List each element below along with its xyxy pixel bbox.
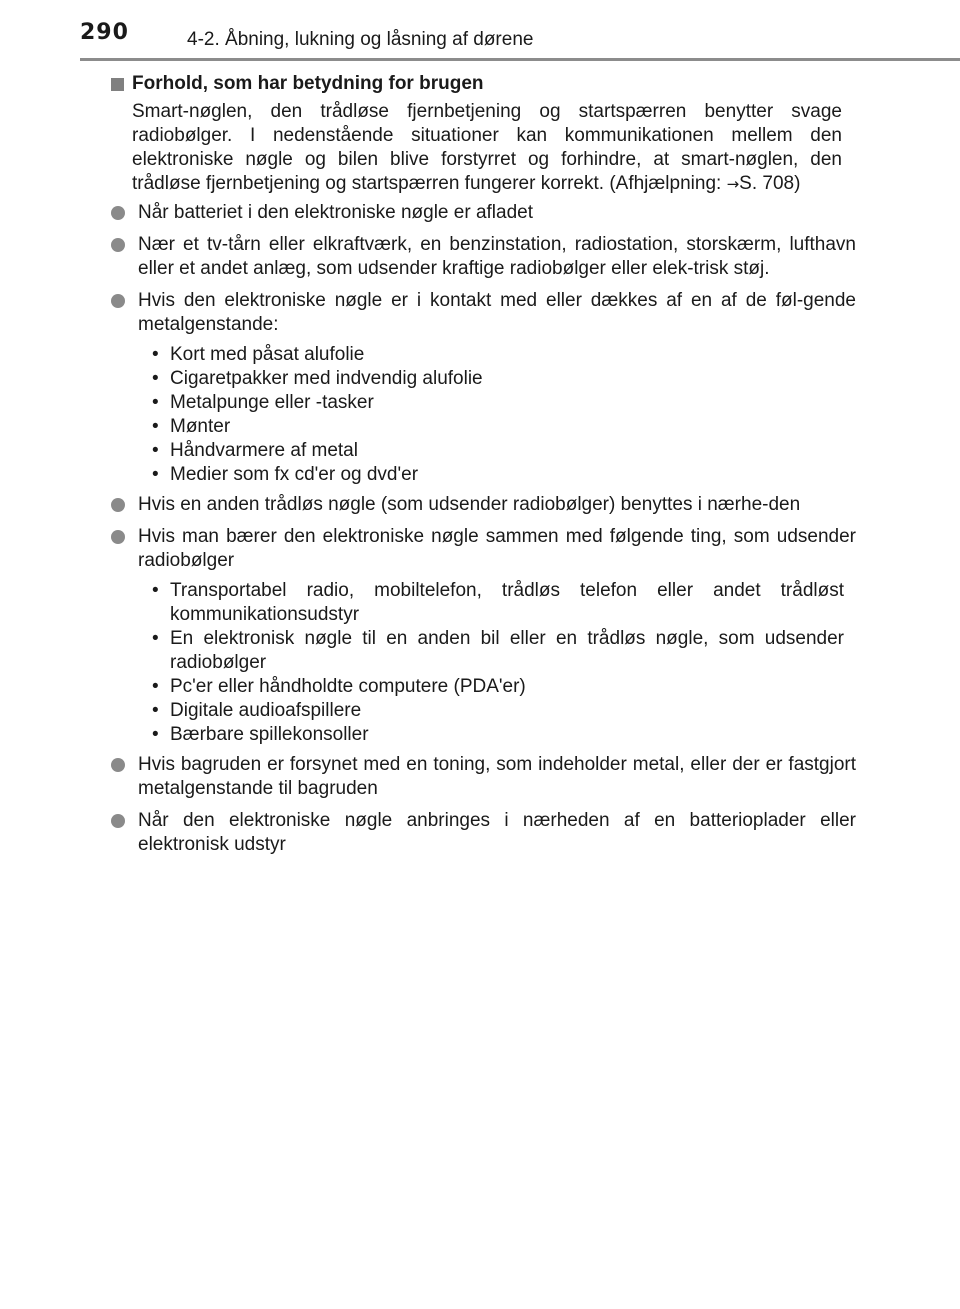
page-content [111, 72, 856, 865]
subheading [111, 72, 856, 96]
sub-list-item [152, 675, 844, 699]
circle-bullet-icon [111, 814, 125, 828]
small-bullet-icon: • [152, 628, 159, 649]
intro-paragraph [132, 100, 842, 196]
sub-list-item [152, 579, 844, 627]
bullet-list [111, 201, 856, 857]
bullet-text: Når den elektroniske nøgle anbringes i nærheden af en batterioplader eller elektronisk udstyr [138, 810, 856, 855]
sub-list-text: Cigaretpakker med indvendig alufolie [170, 368, 483, 389]
bullet-text: Når batteriet i den elektroniske nøgle er afladet [138, 202, 533, 223]
sub-list-item [152, 439, 844, 463]
bullet-item [111, 493, 856, 517]
sub-list-item [152, 343, 844, 367]
sub-list [111, 579, 856, 747]
bullet-item [111, 289, 856, 337]
small-bullet-icon: • [152, 440, 159, 461]
bullet-text: Nær et tv-tårn eller elkraftværk, en benzinstation, radiostation, storskærm, lufthavn eller et andet anlæg, som udsender kraftige radiobølger eller elek-trisk støj. [138, 234, 856, 279]
sub-list-text: Metalpunge eller -tasker [170, 392, 374, 413]
circle-bullet-icon [111, 498, 125, 512]
bullet-item [111, 201, 856, 225]
bullet-text: Hvis den elektroniske nøgle er i kontakt med eller dækkes af en af de føl-gende metalgenstande: [138, 290, 856, 335]
section-title: 4-2. Åbning, lukning og låsning af dørene [187, 29, 534, 50]
small-bullet-icon: • [152, 464, 159, 485]
sub-list-text: Håndvarmere af metal [170, 440, 358, 461]
sub-list-text: Bærbare spillekonsoller [170, 724, 369, 745]
bullet-text: Hvis man bærer den elektroniske nøgle sammen med følgende ting, som udsender radiobølger [138, 526, 856, 571]
header-rule [80, 58, 960, 61]
bullet-item [111, 525, 856, 573]
sub-list-text: Digitale audioafspillere [170, 700, 362, 721]
circle-bullet-icon [111, 758, 125, 772]
sub-list-item [152, 415, 844, 439]
page-header [0, 0, 960, 62]
subheading-text: Forhold, som har betydning for brugen [132, 73, 484, 94]
sub-list-item [152, 627, 844, 675]
sub-list-text: Pc'er eller håndholdte computere (PDA'er) [170, 676, 526, 697]
small-bullet-icon: • [152, 676, 159, 697]
sub-list-text: Kort med påsat alufolie [170, 344, 365, 365]
bullet-item [111, 809, 856, 857]
sub-list-item [152, 699, 844, 723]
circle-bullet-icon [111, 206, 125, 220]
intro-text: Smart-nøglen, den trådløse fjernbetjening og startspærren benytter svage radiobølger. I nedenstående situationer kan kommunikationen mellem den elektroniske nøgle og bilen blive forstyrret og forhindre, at smart-nøglen, den trådløse fjernbetjening og startspærren fungerer korrekt. (Afhjælpning: [132, 101, 842, 194]
small-bullet-icon: • [152, 368, 159, 389]
small-bullet-icon: • [152, 416, 159, 437]
sub-list-text: Medier som fx cd'er og dvd'er [170, 464, 419, 485]
small-bullet-icon: • [152, 700, 159, 721]
small-bullet-icon: • [152, 344, 159, 365]
sub-list-text: Mønter [170, 416, 231, 437]
circle-bullet-icon [111, 294, 125, 308]
circle-bullet-icon [111, 530, 125, 544]
sub-list-item [152, 463, 844, 487]
page-number: 290 [80, 20, 129, 45]
bullet-item [111, 233, 856, 281]
page-reference: S. 708) [739, 173, 801, 194]
sub-list-text: Transportabel radio, mobiltelefon, trådløs telefon eller andet trådløst kommunikationsudstyr [170, 580, 844, 625]
small-bullet-icon: • [152, 580, 159, 601]
small-bullet-icon: • [152, 724, 159, 745]
square-bullet-icon [111, 78, 124, 91]
arrow-right-icon: → [726, 175, 740, 193]
bullet-item [111, 753, 856, 801]
small-bullet-icon: • [152, 392, 159, 413]
sub-list-item [152, 723, 844, 747]
bullet-text: Hvis bagruden er forsynet med en toning, som indeholder metal, eller der er fastgjort metalgenstande til bagruden [138, 754, 856, 799]
sub-list [111, 343, 856, 487]
bullet-text: Hvis en anden trådløs nøgle (som udsender radiobølger) benyttes i nærhe-den [138, 494, 801, 515]
sub-list-text: En elektronisk nøgle til en anden bil eller en trådløs nøgle, som udsender radiobølger [170, 628, 844, 673]
sub-list-item [152, 367, 844, 391]
sub-list-item [152, 391, 844, 415]
circle-bullet-icon [111, 238, 125, 252]
